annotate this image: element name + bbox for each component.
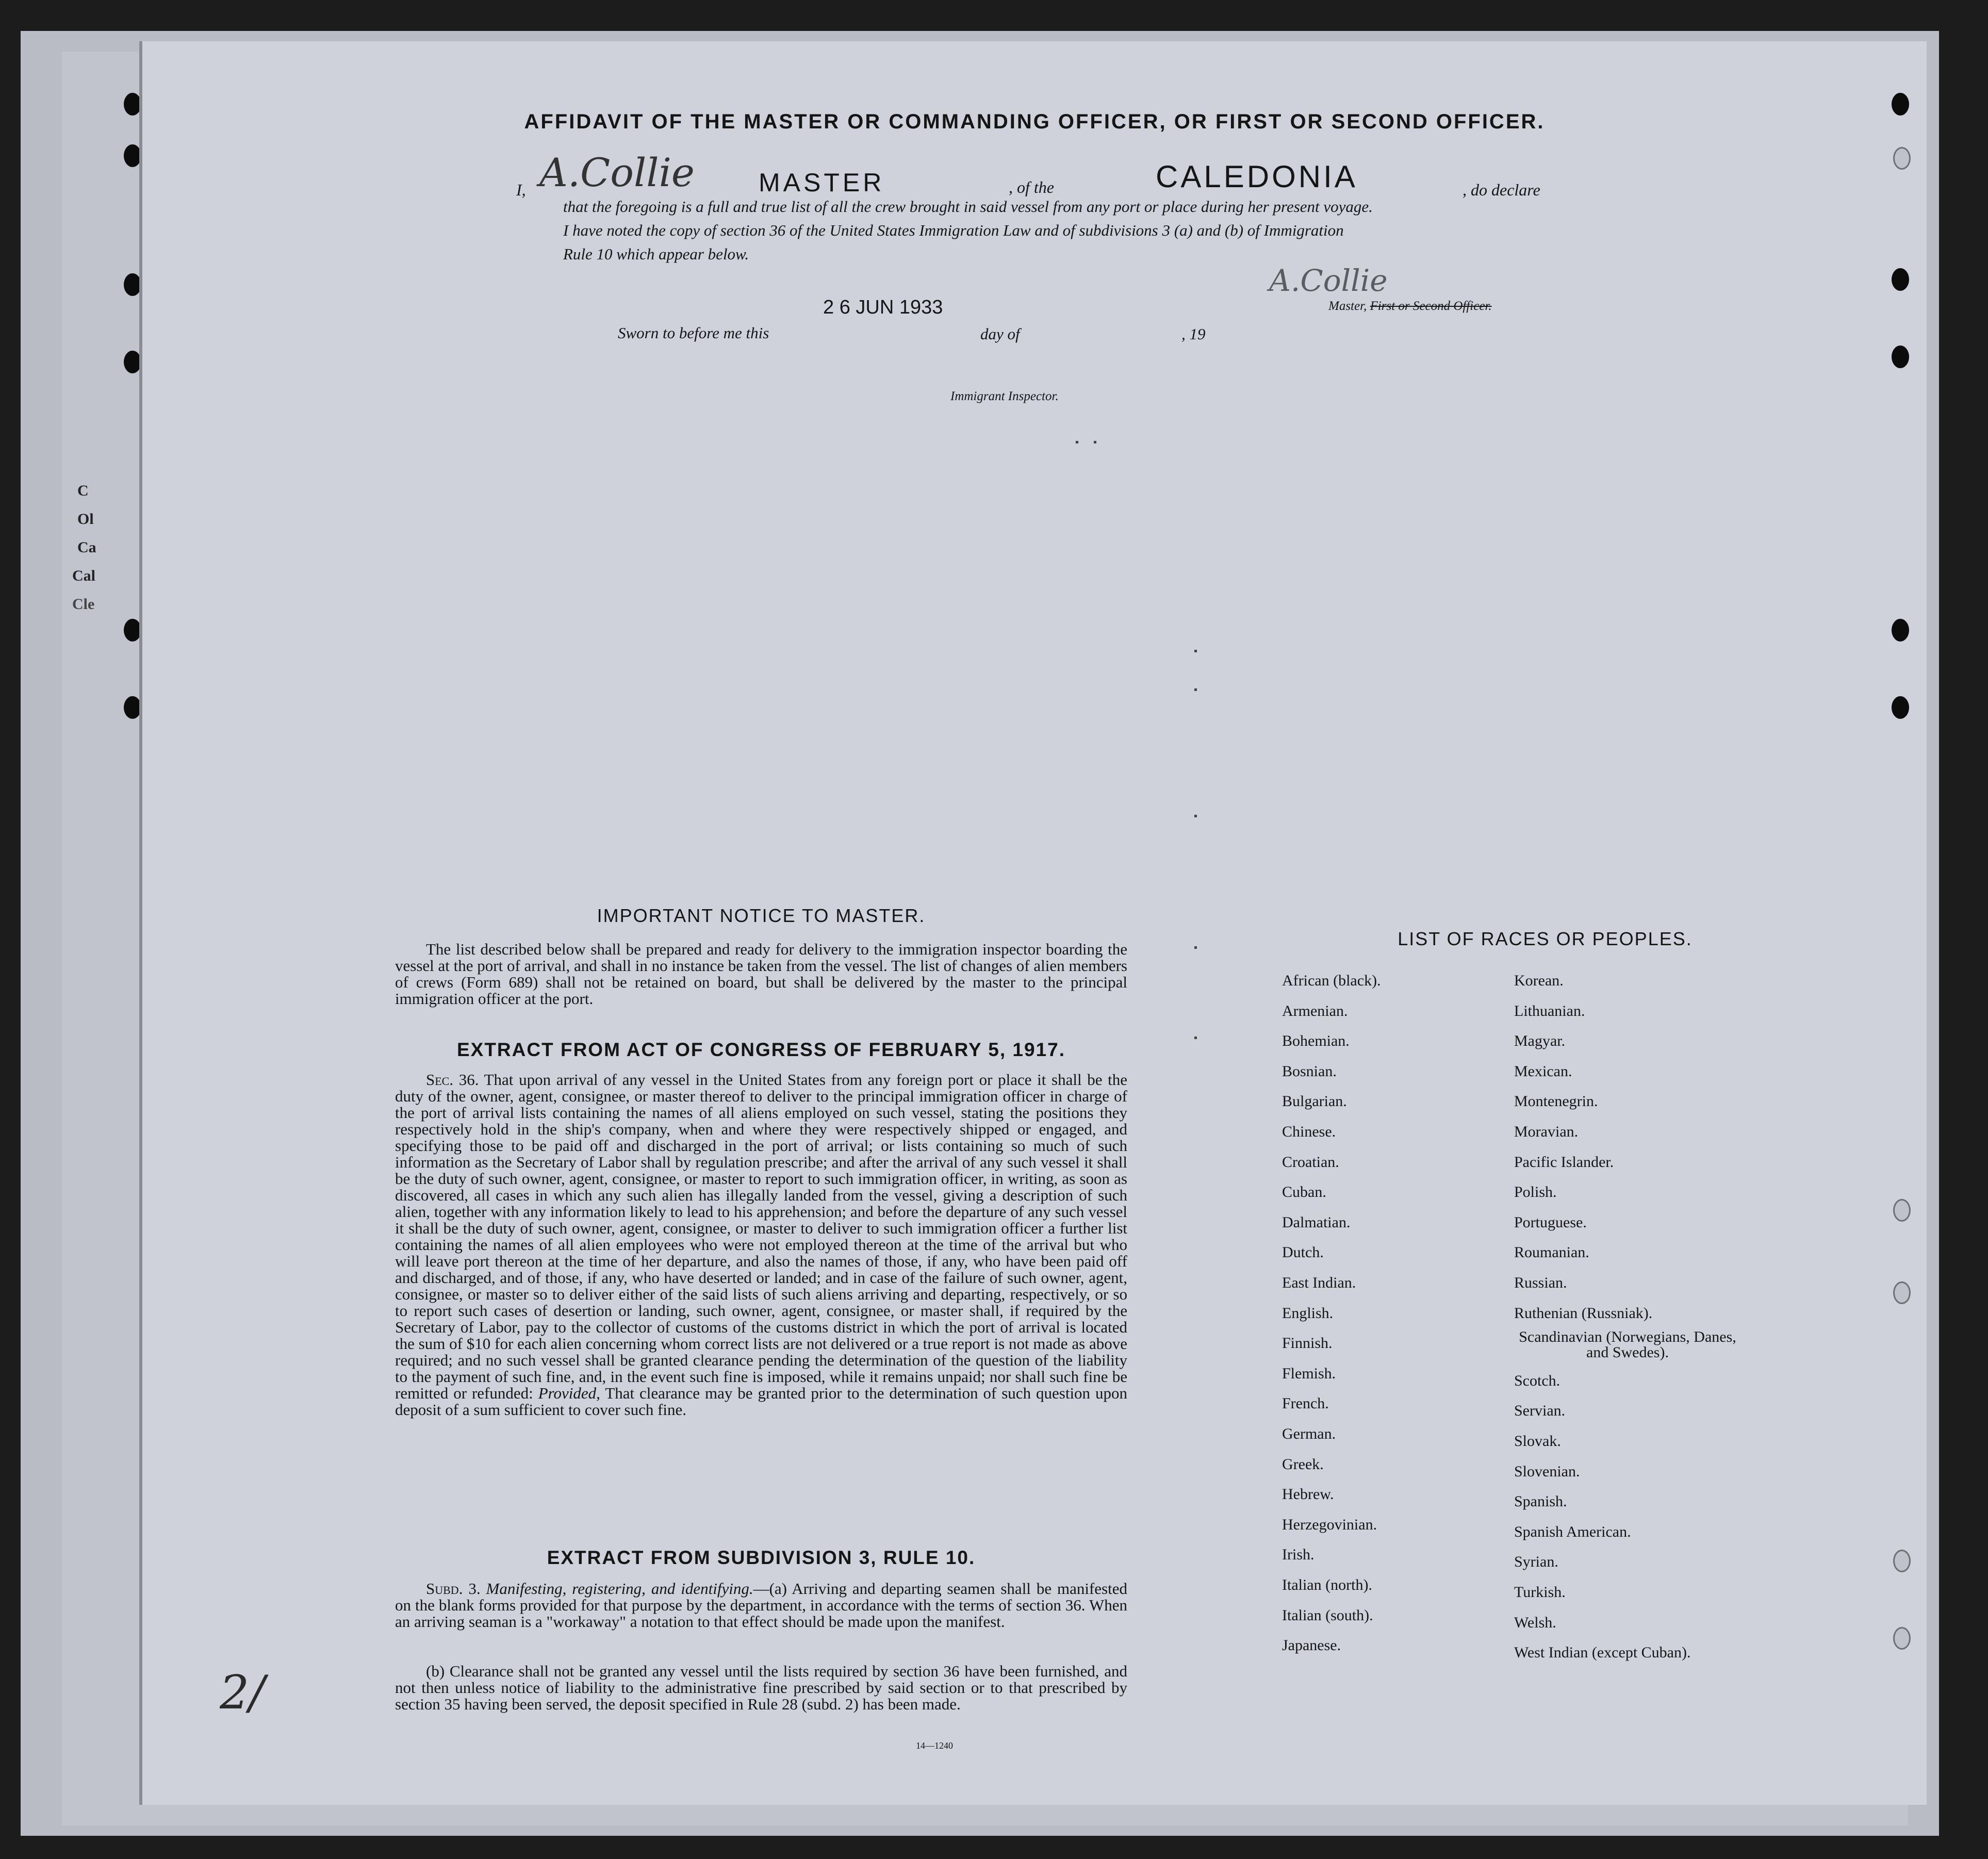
edge-fragment: Cal [72,567,95,584]
race-item: Bulgarian. [1282,1093,1347,1110]
race-item: Spanish American. [1514,1523,1631,1540]
races-heading: LIST OF RACES OR PEOPLES. [1398,928,1693,949]
punch-hole [1892,696,1909,719]
race-item: Dutch. [1282,1244,1324,1261]
race-item: Polish. [1514,1183,1557,1201]
punch-hole [1893,1550,1911,1572]
race-item: Hebrew. [1282,1486,1334,1503]
race-item: Japanese. [1282,1637,1341,1654]
act-text [395,1072,1127,1418]
subd-title: Manifesting, registering, and identifying. [486,1580,753,1598]
race-item: Cuban. [1282,1183,1326,1201]
act-body: That upon arrival of any vessel in the United States from any foreign port or place it shall be the duty of the owner, agent, consignee, or master thereof to deliver to the principal immigration officer in charge of the port of arrival lists containing the names of all aliens employed on such vessel, stating the positions they respectively hold in the ship's company, when and where they were respectively shipped or engaged, and specifying those to be paid off and discharged in the port of arrival; or lists containing so much of such information as the Secretary of Labor shall by regulation prescribe; and after the arrival of any such vessel it shall be the duty of such owner, agent, consignee, or master to report to such immigration officer, in writing, as soon as discovered, all cases in which any such alien has illegally landed from the vessel, giving a description of such alien, together with any information likely to lead to his apprehension; and before the departure of any such vessel it shall be the duty of such owner, agent, consignee, or master to deliver to such immigration officer a further list containing the names of all alien employees who were not employed thereon at the time of the arrival but who will leave port thereon at the time of her departure, and also the names of those, if any, who have been paid off and discharged, and of those, if any, who have deserted or landed; and in case of the failure of such owner, agent, consignee, or master so to deliver either of the said lists of such aliens arriving and departing, respectively, or so to report such cases of desertion or landing, such owner, agent, consignee, or master shall, if required by the Secretary of Labor, pay to the collector of customs of the customs district in which the port of arrival is located the sum of $10 for each alien concerning whom correct lists are not delivered or a true report is not made as above required; and no such vessel shall be granted clearance pending the determination of the question of the liability to the payment of such fine, and, in the event such fine is imposed, while it remains unpaid; nor shall such fine be remitted or refunded: [395,1071,1127,1402]
act-body-end: That clearance may be granted prior to the determination of such question upon deposit of a sum sufficient to cover such fine. [395,1384,1127,1419]
provided-label: Provided, [538,1384,600,1402]
race-item: Russian. [1514,1274,1567,1291]
mark [1194,946,1197,949]
race-item: English. [1282,1304,1334,1322]
punch-hole [124,696,141,719]
i-label: I, [516,180,526,199]
rule-para-a [395,1581,1127,1630]
punch-hole [124,93,141,116]
punch-hole [1892,619,1909,641]
master-label: Master, [1328,299,1367,313]
edge-fragment: C [77,482,89,499]
rule-para-b: (b) Clearance shall not be granted any vessel until the lists required by section 36 have been furnished, and not then unless notice of liability to the administrative fine prescribed by said section or to that prescribed by section 35 having been served, the deposit specified in Rule 28 (subd. 2) has been made. [395,1662,1127,1713]
act-heading: EXTRACT FROM ACT OF CONGRESS OF FEBRUARY 5, 1917. [456,1039,1066,1060]
punch-hole [1893,1281,1911,1304]
punch-hole [124,273,141,296]
of-the-label: , of the [1009,178,1054,196]
race-item: Chinese. [1282,1123,1336,1140]
punch-hole [1892,346,1909,368]
race-item: Pacific Islander. [1514,1153,1614,1171]
race-item: Flemish. [1282,1364,1336,1382]
vessel-name: CALEDONIA [1156,159,1358,194]
edge-fragment: Ol [77,511,94,528]
rank: MASTER [759,168,885,197]
race-item: French. [1282,1395,1329,1412]
punch-hole [124,144,141,167]
punch-hole [1893,1627,1911,1650]
race-item: Lithuanian. [1514,1002,1585,1019]
mark [1076,441,1078,443]
race-item: Scandinavian (Norwegians, Danes, and Swedes). [1519,1328,1736,1361]
punch-hole [124,351,141,373]
do-declare-label: , do declare [1463,180,1540,199]
race-item: Korean. [1514,972,1564,989]
edge-fragment: Ca [77,539,96,556]
struck-officer-label: First or Second Officer. [1370,299,1492,313]
notice-heading: IMPORTANT NOTICE TO MASTER. [597,905,926,926]
race-item: Portuguese. [1514,1213,1587,1231]
race-item: Armenian. [1282,1002,1348,1019]
race-item: Mexican. [1514,1062,1572,1080]
race-item: Spanish. [1514,1493,1567,1510]
punch-hole [1892,268,1909,291]
mark [1194,688,1197,691]
mark [1194,1037,1197,1039]
race-item: Scotch. [1514,1372,1560,1389]
race-item: Italian (north). [1282,1576,1372,1593]
race-item: Bohemian. [1282,1032,1350,1050]
declaration-line: Rule 10 which appear below. [563,245,749,263]
race-item: Slovenian. [1514,1462,1580,1480]
officer-title [1328,299,1492,314]
edge-fragment: Cle [72,596,95,613]
race-item: Turkish. [1514,1584,1566,1601]
rule-heading: EXTRACT FROM SUBDIVISION 3, RULE 10. [547,1547,976,1568]
mark [1094,441,1096,443]
declaration [563,195,1811,266]
affidavit-title: AFFIDAVIT OF THE MASTER OR COMMANDING OFFICER, OR FIRST OR SECOND OFFICER. [524,110,1545,133]
notice-text: The list described below shall be prepared and ready for delivery to the immigration inspector boarding the vessel at the port of arrival, and shall in no instance be taken from the vessel. The list of changes of alien members of crews (Form 689) shall not be retained on board, but shall be delivered by the master to the principal immigration officer at the port. [395,940,1127,1008]
mark [1194,650,1197,652]
race-item: East Indian. [1282,1274,1356,1291]
affidavit-page [139,41,1927,1805]
race-item: Moravian. [1514,1123,1579,1140]
race-item: Ruthenian (Russniak). [1514,1304,1653,1322]
race-item: Finnish. [1282,1335,1333,1352]
race-item: Bosnian. [1282,1062,1337,1080]
punch-hole [1893,147,1911,170]
punch-hole [124,619,141,641]
race-item: Greek. [1282,1455,1324,1473]
form-number: 14—1240 [916,1740,953,1751]
race-item: Magyar. [1514,1032,1566,1050]
race-item: Slovak. [1514,1433,1561,1450]
race-item: Croatian. [1282,1153,1339,1171]
master-signature: A.Collie [539,150,695,195]
sec-label: Sec. 36. [426,1071,479,1089]
race-item: Syrian. [1514,1553,1558,1571]
date-stamp: 2 6 JUN 1933 [823,297,943,318]
punch-hole [1893,1199,1911,1222]
declaration-line: I have noted the copy of section 36 of the United States Immigration Law and of subdivisions 3 (a) and (b) of Immigration [563,221,1344,239]
second-signature: A.Collie [1269,263,1388,298]
sworn-label: Sworn to before me this [618,324,769,342]
inspector-label: Immigrant Inspector. [950,389,1059,403]
race-item: Dalmatian. [1282,1213,1351,1231]
subd-label: Subd. 3. [426,1580,481,1598]
race-item: Servian. [1514,1402,1566,1420]
margin-note: 2/ [220,1666,265,1720]
mark [1194,815,1197,817]
race-item: German. [1282,1425,1336,1442]
race-item: Herzegovinian. [1282,1516,1377,1533]
race-item: Irish. [1282,1546,1315,1564]
race-item: Montenegrin. [1514,1093,1598,1110]
day-of-label: day of [980,325,1020,343]
para-a-text: —(a) Arriving and departing seamen shall be manifested on the blank forms provided for that purpose by the department, in accordance with the terms of section 36. When an arriving seaman is a "workaway" a notation to that effect should be made upon the manifest. [395,1580,1127,1631]
race-item: Roumanian. [1514,1244,1589,1261]
year-label: , 19 [1181,325,1206,343]
declaration-line: that the foregoing is a full and true list of all the crew brought in said vessel from any port or place during her present voyage. [563,198,1373,216]
race-item: West Indian (except Cuban). [1514,1644,1691,1661]
race-item: Italian (south). [1282,1606,1373,1624]
race-item: African (black). [1282,972,1381,989]
race-item: Welsh. [1514,1614,1556,1631]
